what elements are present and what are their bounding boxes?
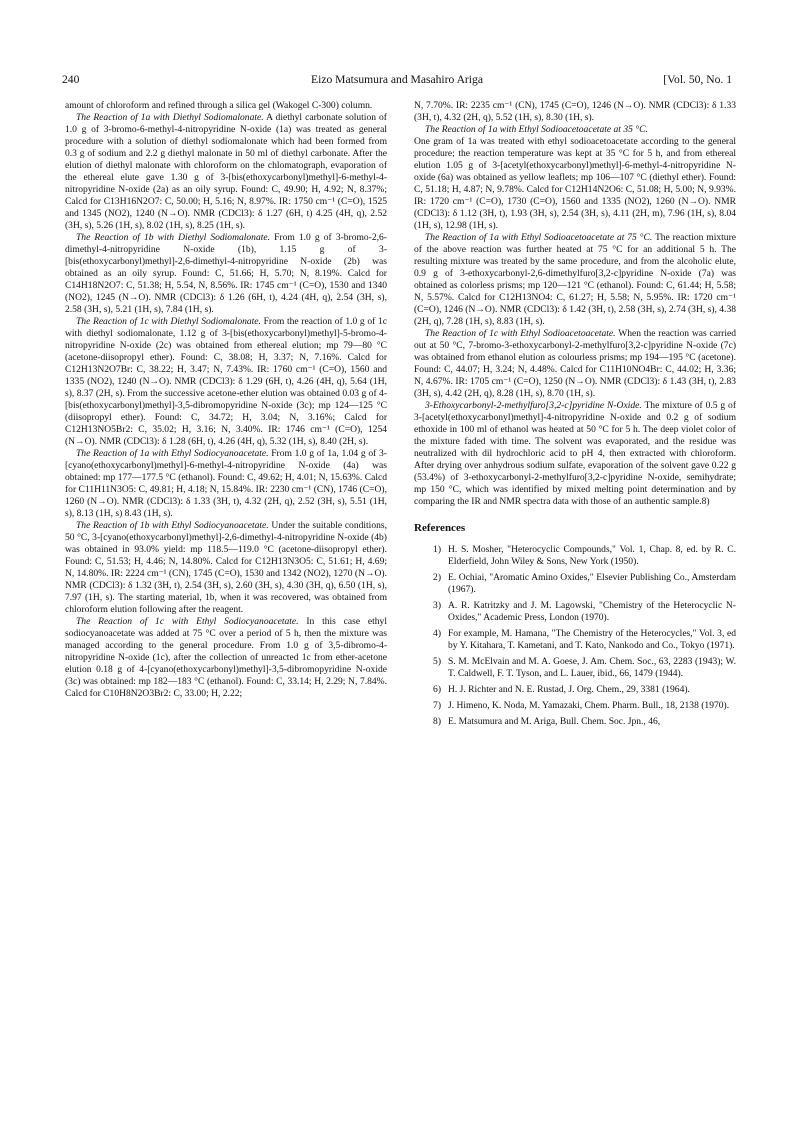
page-number: 240 — [62, 73, 80, 86]
section-heading: The Reaction of 1a with Diethyl Sodiomalonate. — [76, 112, 264, 123]
section-heading: The Reaction of 1a with Ethyl Sodioacetoacetate at 35 °C. — [425, 124, 648, 135]
running-authors: Eizo Matsumura and Masahiro Ariga — [311, 73, 483, 86]
reference-item — [414, 684, 736, 696]
section-paragraph — [414, 232, 736, 328]
reference-text: E. Ochiai, "Aromatic Amino Oxides," Elsevier Publishing Co., Amsterdam (1967). — [448, 572, 736, 595]
reference-text: For example, M. Hamana, "The Chemistry of the Heterocycles," Vol. 3, ed by Y. Kitahara, T. Kametani, and T. Kato, Nankodo and Co., Tokyo (1971). — [448, 628, 736, 651]
reference-item — [414, 544, 736, 568]
section-body: In this case ethyl sodiocyanoacetate was added at 75 °C over a period of 5 h, then the mixture was managed according to the general procedure. From 1.0 g of 3,5-dibromo-4-nitropyridine N-oxide (1c), after the collection of unreacted 1c from ether-acetone elution 0.18 g of 4-[cyano(ethoxycarbonyl)methyl]-3,5-dibromopyridine N-oxide (3c) was obtained: mp 182—183 °C (ethanol). Found: C, 33.14; H, 2.29; N, 7.84%. Calcd for C10H8N2O3Br2: C, 33.00; H, 2.22; — [65, 616, 387, 699]
section-paragraph — [65, 520, 387, 616]
reference-text: H. J. Richter and N. E. Rustad, J. Org. Chem., 29, 3381 (1964). — [448, 684, 690, 695]
section-heading: 3-Ethoxycarbonyl-2-methylfuro[3,2-c]pyridine N-Oxide. — [425, 400, 642, 411]
reference-number: 7) — [433, 700, 441, 711]
reference-text: J. Himeno, K. Noda, M. Yamazaki, Chem. Pharm. Bull., 18, 2138 (1970). — [448, 700, 730, 711]
reference-number: 6) — [433, 684, 441, 695]
body-paragraph: amount of chloroform and refined through a silica gel (Wakogel C-300) column. — [65, 100, 373, 111]
section-heading: The Reaction of 1c with Diethyl Sodiomalonate. — [76, 316, 261, 327]
section-paragraph — [414, 124, 736, 136]
reference-text: A. R. Katritzky and J. M. Lagowski, "Chemistry of the Heterocyclic N-Oxides," Academic Press, London (1970). — [448, 600, 736, 623]
references-heading: References — [414, 522, 466, 534]
reference-number: 8) — [433, 716, 441, 727]
reference-number: 3) — [433, 600, 441, 611]
section-body: A diethyl carbonate solution of 1.0 g of 3-bromo-6-methyl-4-nitropyridine N-oxide (1a) was treated as general procedure with a solution of diethyl sodiomalonate which had been formed from 0.3 g of sodium and 2.2 g diethyl malonate in 50 ml of diethyl carbonate. After the elution of diethyl malonate with chloroform on the chlomatograph, evaporation of the ethereal elute gave 1.30 g of 3-[bis(ethoxycarbonyl)methyl]-6-methyl-4-nitropyridine N-oxide (2a) as an oily syrup. Found: C, 49.90; H, 4.92; N, 8.37%; Calcd for C13H16N2O7: C, 50.00; H, 5.16; N, 8.97%. IR: 1750 cm⁻¹ (C=O), 1525 and 1345 (NO2), 1240 (N→O). NMR (CDCl3): δ 1.27 (6H, t) 4.25 (4H, q), 2.52 (3H, s), 5.26 (1H, s), 8.02 (1H, s), 8.25 (1H, s). — [65, 112, 387, 231]
body-paragraph: N, 7.70%. IR: 2235 cm⁻¹ (CN), 1745 (C=O), 1246 (N→O). NMR (CDCl3): δ 1.33 (3H, t), 4.32 (2H, q), 5.52 (1H, s), 8.30 (1H, s). — [414, 100, 736, 123]
section-paragraph — [65, 616, 387, 700]
reference-text: S. M. McElvain and M. A. Goese, J. Am. Chem. Soc., 63, 2283 (1943); W. T. Caldwell, F. T. Tyson, and L. Lauer, ibid., 66, 1479 (1944). — [448, 656, 736, 679]
running-header — [62, 73, 732, 89]
section-heading: The Reaction of 1a with Ethyl Sodiocyanoacetate. — [76, 448, 269, 459]
journal-volume: [Vol. 50, No. 1 — [663, 73, 732, 86]
section-paragraph — [414, 328, 736, 400]
section-body: The reaction mixture of the above reaction was further heated at 75 °C for an additional 5 h. The resulting mixture was treated by the same procedure, and from the alcoholic elute, 0.9 g of 3-ethoxycarbonyl-2,6-dimethylfuro[3,2-c]pyridine N-oxide (7a) was obtained as colorless prisms; mp 120—121 °C (ethanol). Found: C, 61.44; H, 5.58; N, 5.57%. Calcd for C12H13NO4: C, 61.27; H, 5.58; N, 5.95%. IR: 1720 cm⁻¹ (C=O), 1246 (N→O). NMR (CDCl3): δ 1.42 (3H, t), 2.58 (3H, s), 2.74 (3H, s), 4.38 (2H, q), 7.28 (1H, s), 8.83 (1H, s). — [414, 232, 736, 327]
reference-item — [414, 700, 736, 712]
section-heading: The Reaction of 1b with Ethyl Sodiocyanoacetate. — [76, 520, 269, 531]
reference-item — [414, 628, 736, 652]
section-paragraph — [65, 316, 387, 448]
section-paragraph — [65, 112, 387, 232]
reference-number: 5) — [433, 656, 441, 667]
section-body: From 1.0 g of 3-bromo-2,6-dimethyl-4-nitropyridine N-oxide (1b), 1.15 g of 3-[bis(ethoxycarbonyl)methyl]-2,6-dimethyl-4-nitropyridine N-oxide (2b) was obtained as an oily syrup. Found: C, 51.66; H, 5.70; N, 8.19%. Calcd for C14H18N2O7: C, 51.38; H, 5.54, N, 8.56%. IR: 1745 cm⁻¹ (C=O), 1530 and 1340 (NO2), 1245 (N→O). NMR (CDCl3): δ 1.26 (6H, t), 4.24 (4H, q), 2.54 (3H, s), 2.58 (3H, s), 5.21 (1H, s), 7.84 (1H, s). — [65, 232, 387, 315]
section-body: The mixture of 0.5 g of 3-[acetyl(ethoxycarbonyl)methyl]-4-nitropyridine N-oxide and 0.2 g of sodium ethoxide in 100 ml of ethanol was heated at 50 °C for 5 h. The deep violet color of the mixture faded with time. The solvent was evaporated, and the residue was neutralized with dil hydrochloric acid to pH 4, then extracted with chloroform. After drying over anhydrous sodium sulfate, evaporation of the solvent gave 0.22 g (53.4%) of 3-ethoxycarbonyl-2-methylfuro[3,2-c]pyridine N-oxide, semihydrate; mp 150 °C, which was identified by mixed melting point determination and by comparing the IR and NMR spectra data with those of an authentic sample.8) — [414, 400, 737, 507]
references-list — [414, 544, 736, 728]
section-body: Under the suitable conditions, 50 °C, 3-[cyano(ethoxycarbonyl)methyl]-2,6-dimethyl-4-nitropyridine N-oxide (4b) was obtained in 93.0% yield: mp 118.5—119.0 °C (acetone-diisopropyl ether). Found: C, 51.53; H, 4.46; N, 14.80%. Calcd for C12H13N3O5: C, 51.61; H, 4.69; N, 14.80%. IR: 2224 cm⁻¹ (CN), 1745 (C=O), 1530 and 1342 (NO2), 1270 (N→O). NMR (CDCl3): δ 1.32 (3H, t), 2.54 (3H, s), 2.60 (3H, s), 4.30 (3H, q), 6.50 (1H, s), 7.97 (1H, s). The starting material, 1b, when it was recovered, was obtained from chloroform elution following after the reagent. — [65, 520, 387, 615]
section-heading: The Reaction of 1c with Ethyl Sodiocyanoacetate. — [76, 616, 299, 627]
reference-number: 1) — [433, 544, 441, 555]
right-column — [414, 100, 736, 732]
left-column — [65, 100, 387, 700]
section-paragraph — [65, 232, 387, 316]
reference-text: E. Matsumura and M. Ariga, Bull. Chem. Soc. Jpn., 46, — [448, 716, 661, 727]
reference-number: 4) — [433, 628, 441, 639]
reference-number: 2) — [433, 572, 441, 583]
reference-item — [414, 716, 736, 728]
reference-item — [414, 600, 736, 624]
section-heading: The Reaction of 1b with Diethyl Sodiomalonate. — [76, 232, 270, 243]
section-paragraph — [414, 400, 736, 508]
reference-item — [414, 656, 736, 680]
section-heading: The Reaction of 1a with Ethyl Sodioacetoacetate at 75 °C. — [425, 232, 653, 243]
right-column-body — [414, 100, 736, 508]
reference-text: H. S. Mosher, "Heterocyclic Compounds," Vol. 1, Chap. 8, ed. by R. C. Elderfield, John Wiley & Sons, New York (1950). — [448, 544, 736, 567]
section-body: From the reaction of 1.0 g of 1c with diethyl sodiomalonate, 1.12 g of 3-[bis(ethoxycarbonyl)methyl]-5-bromo-4-nitropyridine N-oxide (2c) was obtained from ethereal elution; mp 79—80 °C (acetone-diisopropyl ether). Found: C, 38.08; H, 3.37; N, 7.16%. Calcd for C12H13N2O7Br: C, 38.22; H, 3.47; N, 7.43%. IR: 1760 cm⁻¹ (C=O), 1560 and 1335 (NO2), 1240 (N→O). NMR (CDCl3): δ 1.29 (6H, t), 4.26 (4H, q), 5.64 (1H, s), 8.37 (2H, s). From the successive acetone-ether elution was obtained 0.03 g of 4-[bis(ethoxycarbonyl)methyl]-3,5-dibromopyridine N-oxide (3c); mp 124—125 °C (diisopropyl ether). Found: C, 34.72; H, 3.04; N, 3.16%; Calcd for C12H13NO5Br2: C, 35.02; H, 3.16; N, 3.40%. IR: 1746 cm⁻¹ (C=O), 1254 (N→O). NMR (CDCl3): δ 1.28 (6H, t), 4.26 (4H, q), 5.32 (1H, s), 8.40 (2H, s). — [65, 316, 388, 447]
section-body: From 1.0 g of 1a, 1.04 g of 3-[cyano(ethoxycarbonyl)methyl]-6-methyl-4-nitropyridine N-oxide (4a) was obtained: mp 177—177.5 °C (ethanol). Found: C, 49.62; H, 4.01; N, 15.63%. Calcd for C11H11N3O5: C, 49.81; H, 4.18; N, 15.84%. IR: 2230 cm⁻¹ (CN), 1746 (C=O), 1260 (N→O). NMR (CDCl3): δ 1.33 (3H, t), 4.32 (2H, q), 2.52 (3H, s), 5.51 (1H, s), 8.13 (1H, s) 8.43 (1H, s). — [65, 448, 387, 519]
section-heading: The Reaction of 1c with Ethyl Sodioacetoacetate. — [425, 328, 616, 339]
section-body: When the reaction was carried out at 50 °C, 7-bromo-3-ethoxycarbonyl-2-methylfuro[3,2-c]pyridine N-oxide (7c) was obtained from ethanol elution as colourless prisms; mp 194—195 °C (acetone). Found: C, 44.07; H, 3.24; N, 4.48%. Calcd for C11H10NO4Br: C, 44.02; H, 3.36; N, 4.67%. IR: 1705 cm⁻¹ (C=O), 1250 (N→O). NMR (CDCl3): δ 1.43 (3H, t), 2.83 (3H, s), 4.42 (2H, q), 8.28 (1H, s), 8.70 (1H, s). — [414, 328, 736, 399]
body-paragraph: One gram of 1a was treated with ethyl sodioacetoacetate according to the general procedure; the reaction temperature was kept at 35 °C for 5 h, and from ethereal elution 1.05 g of 3-[acetyl(ethoxycarbonyl)methyl]-6-methyl-4-nitropyridine N-oxide (6a) was obtained as yellow leaflets; mp 106—107 °C (diethyl ether). Found: C, 51.18; H, 4.87; N, 9.78%. Calcd for C12H14N2O6: C, 51.08; H, 5.00; N, 9.93%. IR: 1720 cm⁻¹ (C=O), 1730 (C=O), 1560 and 1335 (NO2), 1260 (N→O). NMR (CDCl3): δ 1.12 (3H, t), 1.93 (3H, s), 2.54 (3H, s), 4.11 (2H, m), 7.96 (1H, s), 8.04 (1H, s), 12.98 (1H, s). — [414, 136, 736, 231]
section-paragraph — [65, 448, 387, 520]
reference-item — [414, 572, 736, 596]
